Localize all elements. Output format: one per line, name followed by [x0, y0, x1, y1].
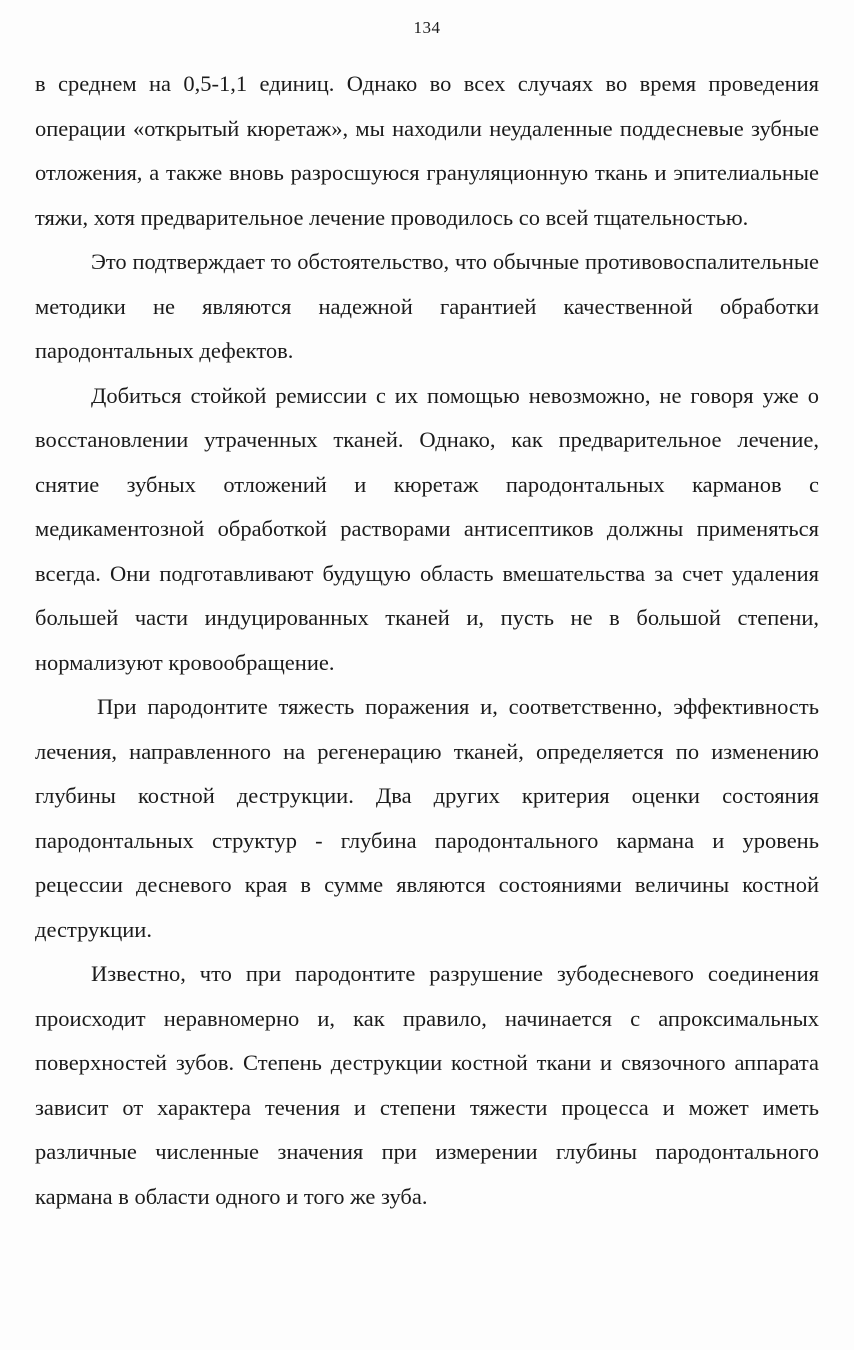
body-text [35, 62, 819, 1219]
page-number: 134 [413, 18, 441, 37]
paragraph-4: При пародонтите тяжесть поражения и, соответственно, эффективность лечения, направленного на регенерацию тканей, определяется по изменению глубины костной деструкции. Два других критерия оценки состояния пародонтальных структур - глубина пародонтального кармана и уровень рецессии десневого края в сумме являются состояниями величины костной деструкции. [35, 694, 819, 942]
paragraph-3: Добиться стойкой ремиссии с их помощью невозможно, не говоря уже о восстановлении утраченных тканей. Однако, как предварительное лечение, снятие зубных отложений и кюретаж пародонтальных карманов с медикаментозной обработкой растворами антисептиков должны применяться всегда. Они подготавливают будущую область вмешательства за счет удаления большей части индуцированных тканей и, пусть не в большой степени, нормализуют кровообращение. [35, 382, 819, 675]
paragraph-5: Известно, что при пародонтите разрушение зубодесневого соединения происходит неравномерно и, как правило, начинается с апроксимальных поверхностей зубов. Степень деструкции костной ткани и связочного аппарата зависит от характера течения и степени тяжести процесса и может иметь различные численные значения при измерении глубины пародонтального кармана в области одного и того же зуба. [35, 961, 819, 1209]
paragraph-2: Это подтверждает то обстоятельство, что обычные противовоспалительные методики не являются надежной гарантией качественной обработки пародонтальных дефектов. [35, 249, 819, 363]
paragraph-1: в среднем на 0,5-1,1 единиц. Однако во всех случаях во время проведения операции «открытый кюретаж», мы находили неудаленные поддесневые зубные отложения, а также вновь разросшуюся грануляционную ткань и эпителиальные тяжи, хотя предварительное лечение проводилось со всей тщательностью. [35, 71, 819, 230]
